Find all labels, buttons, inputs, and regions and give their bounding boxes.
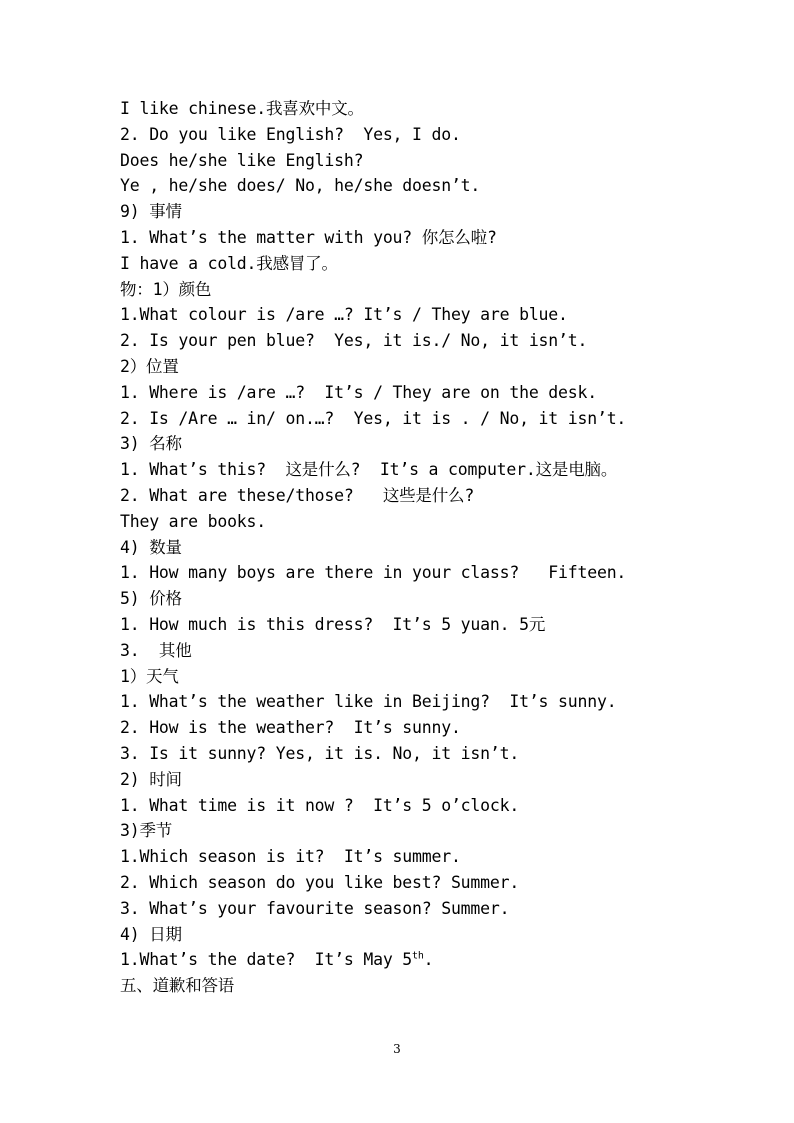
section-heading: 4) 日期 [120, 924, 182, 944]
text-line: 1. What’s the weather like in Beijing? It’s sunny. [120, 692, 617, 712]
section-heading: 5) 价格 [120, 589, 182, 609]
date-line [120, 947, 740, 973]
text-line: 2. Do you like English? Yes, I do. [120, 124, 461, 144]
section-heading: 2) 时间 [120, 769, 182, 789]
text-line: I like chinese.我喜欢中文。 [120, 99, 364, 118]
section-heading: 9) 事情 [120, 202, 182, 222]
section-heading: 2）位置 [120, 356, 179, 376]
section-heading: 五、道歉和答语 [120, 976, 235, 996]
section-heading: 物：1）颜色 [120, 279, 212, 299]
section-heading: 4) 数量 [120, 537, 182, 557]
date-line-text: 1.What’s the date? It’s May 5 [120, 950, 413, 970]
document-body [120, 96, 740, 999]
text-line: 1.What colour is /are …? It’s / They are blue. [120, 305, 568, 325]
section-heading: 3)季节 [120, 821, 173, 841]
section-heading: 3. 其他 [120, 640, 192, 660]
text-line: 2. What are these/those? 这些是什么? [120, 485, 475, 505]
text-line: I have a cold.我感冒了。 [120, 253, 338, 273]
text-line: 1. What’s this? 这是什么? It’s a computer.这是电脑。 [120, 460, 618, 480]
ordinal-suffix: th [412, 950, 424, 962]
text-line: 1. How many boys are there in your class? Fifteen. [120, 563, 627, 583]
section-heading: 3) 名称 [120, 434, 182, 454]
text-line: Ye , he/she does/ No, he/she doesn’t. [120, 176, 481, 196]
text-line: 3. Is it sunny? Yes, it is. No, it isn’t. [120, 743, 520, 763]
text-line: 1. Where is /are …? It’s / They are on the desk. [120, 382, 597, 402]
section-heading: 1）天气 [120, 666, 179, 686]
text-line: 1. What time is it now ? It’s 5 o’clock. [120, 795, 520, 815]
date-line-end: . [423, 950, 434, 970]
text-line: 2. Which season do you like best? Summer. [120, 872, 520, 892]
text-line: 2. Is /Are … in/ on.…? Yes, it is . / No, it isn’t. [120, 408, 627, 428]
text-line: 3. What’s your favourite season? Summer. [120, 898, 510, 918]
text-line: 1.Which season is it? It’s summer. [120, 847, 461, 867]
text-line: 1. What’s the matter with you? 你怎么啦? [120, 227, 497, 247]
text-line: 2. How is the weather? It’s sunny. [120, 718, 461, 738]
page-number: 3 [393, 1042, 401, 1056]
text-line: 1. How much is this dress? It’s 5 yuan. 5元 [120, 614, 546, 634]
text-line: They are books. [120, 511, 267, 531]
text-line: Does he/she like English? [120, 150, 364, 170]
text-line: 2. Is your pen blue? Yes, it is./ No, it isn’t. [120, 331, 588, 351]
